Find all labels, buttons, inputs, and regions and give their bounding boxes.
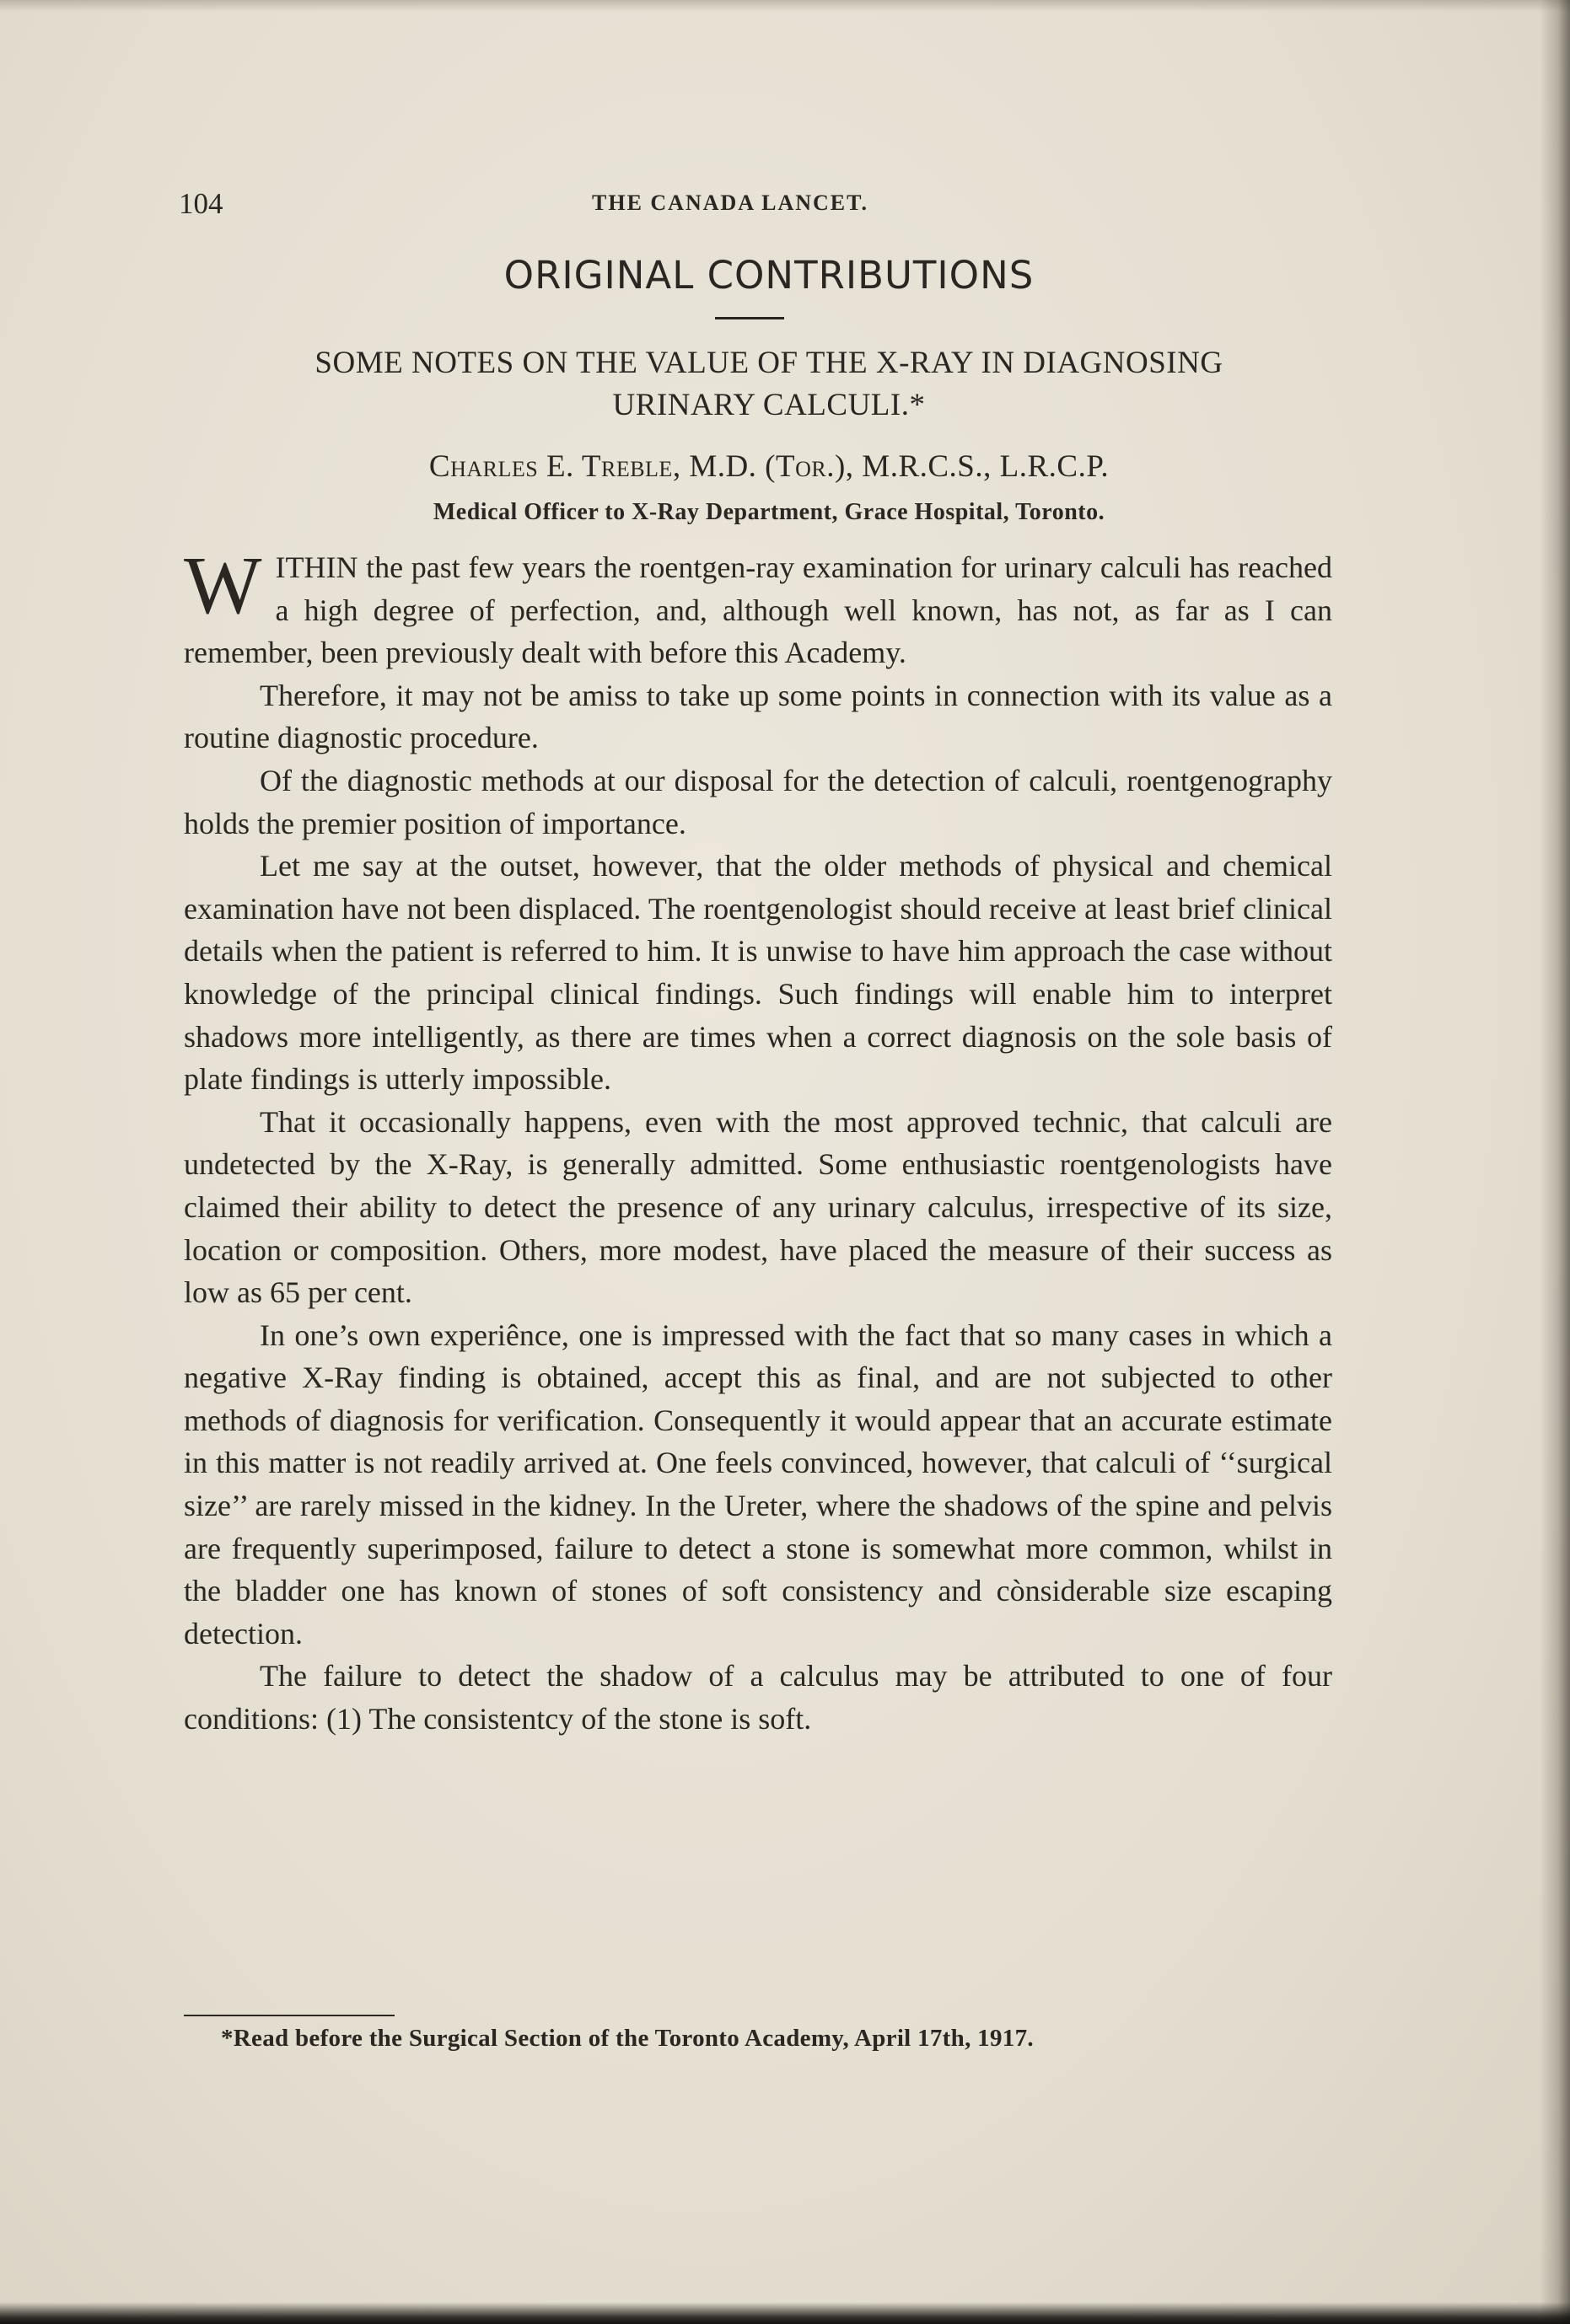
article-title-line-2: URINARY CALCULI.* [612, 388, 926, 422]
article-author: Charles E. Treble, M.D. (Tor.), M.R.C.S., L.R.C.P. [428, 449, 1110, 484]
paragraph-1-text: ITHIN the past few years the roentgen-ray examination for urinary calculi has reached a high degree of perfection, and, although well known, has not, as far as I can remember, been previously dealt with before this Academy. [184, 550, 1332, 670]
title-rule [715, 317, 784, 319]
paragraph-3: Of the diagnostic methods at our disposal for the detection of calculi, roentgenography holds the premier position of importance. [184, 763, 1332, 840]
paragraph-7: The failure to detect the shadow of a calculus may be attributed to one of four conditions: (1) The consistentcy of the stone is soft. [184, 1659, 1332, 1736]
paragraph-5: That it occasionally happens, even with the most approved technic, that calculi are undetected by the X-Ray, is generally admitted. Some enthusiastic roentgenologists have claimed their ability to detect the presence of any urinary calculus, irrespective of its size, location or composition. Others, more modest, have placed the measure of their success as low as 65 per cent. [184, 1104, 1332, 1310]
page-bottom-edge [0, 2302, 1570, 2324]
section-title: ORIGINAL CONTRIBUTIONS [503, 253, 1035, 298]
article-body [184, 540, 1332, 1741]
page-header [179, 187, 1325, 224]
article-title-line-1: SOME NOTES ON THE VALUE OF THE X-RAY IN DIAGNOSING [315, 346, 1223, 380]
footnote: *Read before the Surgical Section of the Toronto Academy, April 17th, 1917. [221, 2025, 1034, 2052]
footnote-rule [184, 2015, 395, 2016]
drop-cap: W [184, 540, 262, 631]
paragraph-2: Therefore, it may not be amiss to take up some points in connection with its value as a routine diagnostic procedure. [184, 678, 1332, 755]
paragraph-6: In one’s own experiênce, one is impressed with the fact that so many cases in which a negative X-Ray finding is obtained, accept this as final, and are not subjected to other methods of diagnosis for verification. Consequently it would appear that an accurate estimate in this matter is not readily arrived at. One feels convinced, however, that calculi of ‘‘surgical size’’ are rarely missed in the kidney. In the Ureter, where the shadows of the spine and pelvis are frequently superimposed, failure to detect a stone is somewhat more common, whilst in the bladder one has known of stones of soft consistency and cònsiderable size escaping detection. [184, 1318, 1332, 1650]
page-number: 104 [179, 187, 223, 220]
running-head: THE CANADA LANCET. [592, 191, 869, 215]
paragraph-4: Let me say at the outset, however, that the older methods of physical and chemical examination have not been displaced. The roentgenologist should receive at least brief clinical details when the patient is referred to him. It is unwise to have him approach the case without knowledge of the principal clinical findings. Such findings will enable him to interpret shadows more intelligently, as there are times when a correct diagnosis on the sole basis of plate findings is utterly impossible. [184, 849, 1332, 1097]
page-top-edge [0, 0, 1570, 12]
article-title [179, 342, 1359, 427]
paragraph-1 [184, 540, 1332, 674]
spine-shadow [1540, 0, 1570, 2324]
author-affiliation: Medical Officer to X-Ray Department, Grace Hospital, Toronto. [433, 499, 1105, 525]
